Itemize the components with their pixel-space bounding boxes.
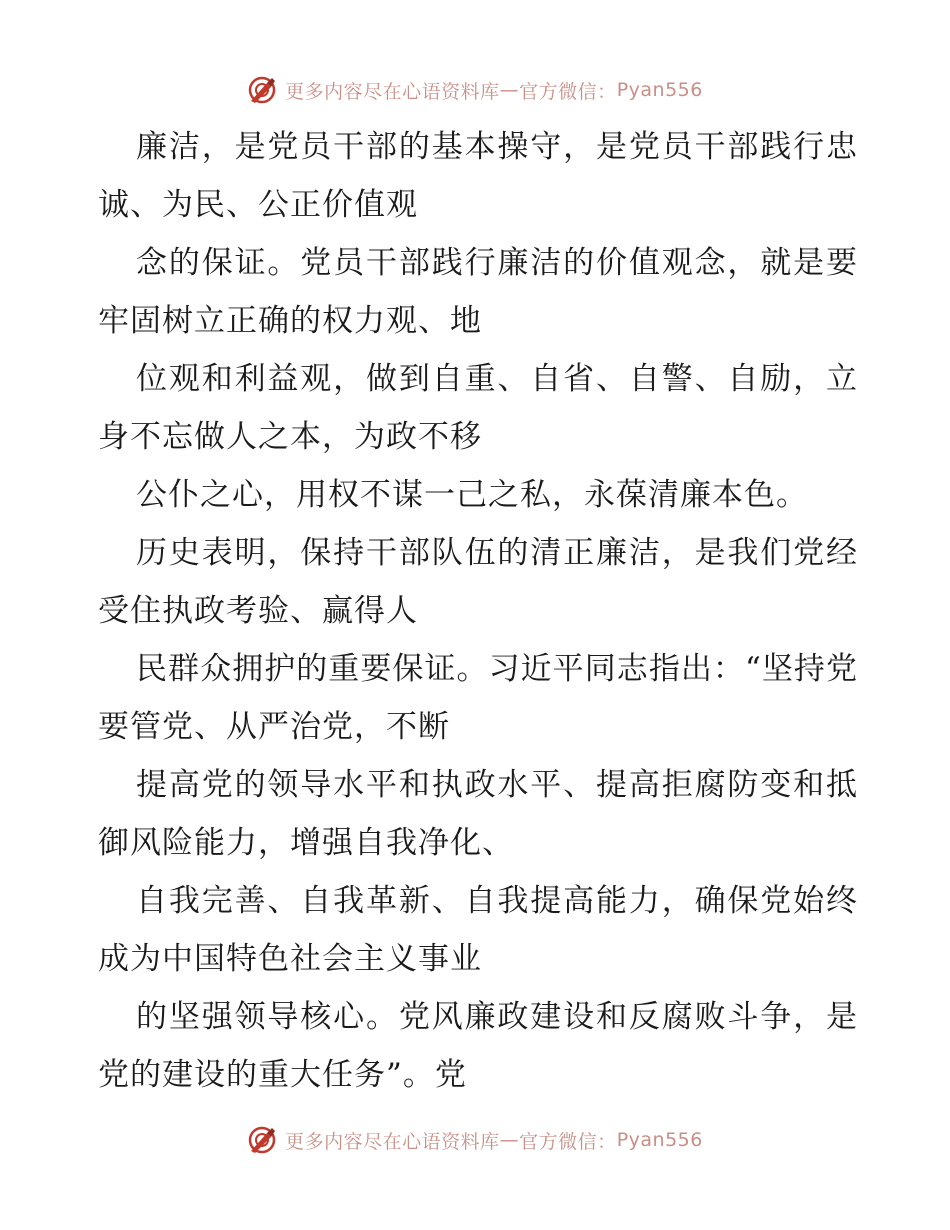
paragraph: 廉洁，是党员干部的基本操守，是党员干部践行忠诚、为民、公正价值观 bbox=[98, 129, 858, 223]
document-body bbox=[98, 118, 858, 1104]
watermark-separator: — bbox=[499, 79, 520, 101]
pen-logo-icon bbox=[247, 75, 277, 105]
paragraph: 民群众拥护的重要保证。习近平同志指出：“坚持党要管党、从严治党，不断 bbox=[98, 651, 858, 745]
paragraph: 自我完善、自我革新、自我提高能力，确保党始终成为中国特色社会主义事业 bbox=[98, 883, 858, 977]
paragraph: 公仆之心，用权不谋一己之私，永葆清廉本色。 bbox=[136, 477, 808, 513]
paragraph: 的坚强领导核心。党风廉政建设和反腐败斗争，是党的建设的重大任务”。党 bbox=[98, 999, 858, 1093]
paragraph: 位观和利益观，做到自重、自省、自警、自励，立身不忘做人之本，为政不移 bbox=[98, 361, 858, 455]
watermark-separator: — bbox=[499, 1129, 520, 1151]
watermark-account: Pyan556 bbox=[616, 1129, 703, 1151]
paragraph: 念的保证。党员干部践行廉洁的价值观念，就是要牢固树立正确的权力观、地 bbox=[98, 245, 858, 339]
header-watermark bbox=[0, 70, 950, 110]
watermark-site-text: 更多内容尽在心语资料库 bbox=[285, 1130, 500, 1153]
watermark-account: Pyan556 bbox=[616, 79, 703, 101]
paragraph: 历史表明，保持干部队伍的清正廉洁，是我们党经受住执政考验、赢得人 bbox=[98, 535, 858, 629]
paragraph: 提高党的领导水平和执政水平、提高拒腐防变和抵御风险能力，增强自我净化、 bbox=[98, 767, 858, 861]
footer-watermark bbox=[0, 1120, 950, 1160]
watermark-label: 官方微信： bbox=[519, 80, 617, 103]
watermark-label: 官方微信： bbox=[519, 1130, 617, 1153]
pen-logo-icon bbox=[247, 1125, 277, 1155]
watermark-site-text: 更多内容尽在心语资料库 bbox=[285, 80, 500, 103]
